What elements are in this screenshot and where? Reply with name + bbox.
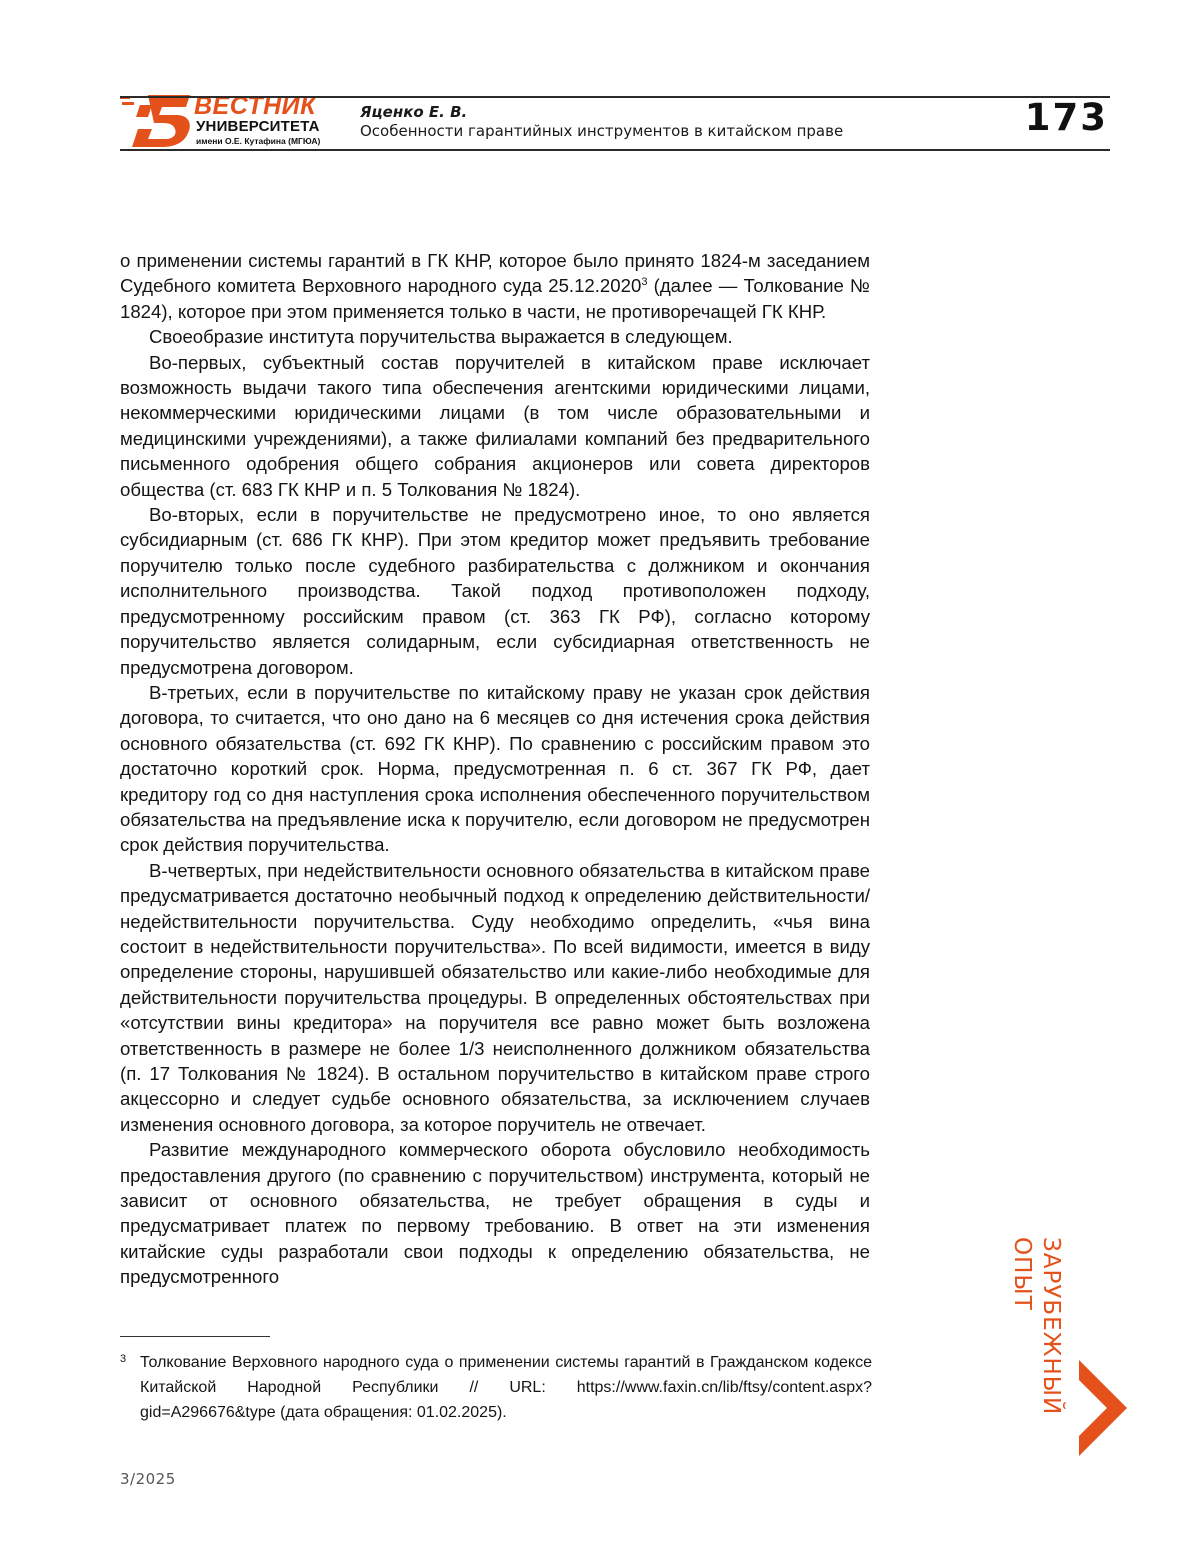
issue-number: 3/2025	[120, 1470, 176, 1488]
paragraph: Во-вторых, если в поручительстве не предусмотрено иное, то оно является субсидиарным (ст. 686 ГК КНР). При этом кредитор может предъявить требование поручителю только после судебного разбирательства с должником и окончания исполнительного производства. Такой подход противоположен подходу, предусмотренному российским правом (ст. 363 ГК РФ), согласно которому поручительство является солидарным, если субсидиарная ответственность не предусмотрена договором.	[120, 502, 870, 680]
footnote-text: Толкование Верховного народного суда о применении системы гарантий в Гражданском кодексе Китайской Народной Республики // URL: https://www.faxin.cn/lib/ftsy/content.aspx?gid=A296676&type (дата обращения: 01.02.2025).	[120, 1350, 872, 1425]
section-label-line2: ОПЫТ	[1007, 1237, 1036, 1415]
logo-subtitle: УНИВЕРСИТЕТА	[196, 119, 320, 135]
logo-subtitle-small: имени О.Е. Кутафина (МГЮА)	[196, 136, 320, 146]
footnote-rule	[120, 1336, 270, 1337]
paragraph-text: о применении системы гарантий в ГК КНР, которое было принято 1824-м заседанием Судебного комитета Верховного народного суда 25.12.2020	[120, 250, 870, 296]
section-label-line1: ЗАРУБЕЖНЫЙ	[1036, 1237, 1065, 1415]
page-number: 173	[1025, 96, 1108, 139]
footnote-mark: 3	[120, 1347, 126, 1372]
paragraph	[120, 248, 870, 324]
paragraph: Во-первых, субъектный состав поручителей в китайском праве исключает возможность выдачи такого типа обеспечения агентскими юридическими лицами, некоммерческими юридическими лицами (в том числе образовательными и медицинскими учреждениями), а также филиалами компаний без предварительного письменного одобрения общего собрания акционеров или совета директоров общества (ст. 683 ГК КНР и п. 5 Толкования № 1824).	[120, 350, 870, 502]
article-body	[120, 248, 870, 1290]
paragraph-text: (далее — Толкование № 1824), которое при этом применяется только в части, не противоречащей ГК КНР.	[120, 275, 870, 321]
paragraph: В-третьих, если в поручительстве по китайскому праву не указан срок действия договора, то считается, что оно дано на 6 месяцев со дня истечения срока действия основного обязательства (ст. 692 ГК КНР). По сравнению с российским правом это достаточно короткий срок. Норма, предусмотренная п. 6 ст. 367 ГК РФ, дает кредитору год со дня наступления срока исполнения обеспеченного поручительством обязательства на предъявление иска к поручителю, если договором не предусмотрен срок действия поручительства.	[120, 680, 870, 858]
footnote	[120, 1350, 872, 1425]
header-bottom-rule	[120, 149, 1110, 151]
header-article-title: Особенности гарантийных инструментов в китайском праве	[360, 122, 843, 140]
footnote-ref[interactable]: 3	[641, 276, 647, 288]
journal-logo	[118, 93, 330, 149]
paragraph: В-четвертых, при недействительности основного обязательства в китайском праве предусматривается достаточно необычный подход к определению действительности/недействительности поручительства. Суду необходимо определить, «чья вина состоит в недействительности поручительства». По всей видимости, имеется в виду определение стороны, нарушившей обязательство или какие-либо необходимые для действительности поручительства процедуры. В определенных обстоятельствах при «отсутствии вины кредитора» на поручителя все равно может быть возложена ответственность в размере не более 1/3 неисполненного должником обязательства (п. 17 Толкования № 1824). В остальном поручительство в китайском праве строго акцессорно и следует судьбе основного обязательства, за исключением случаев изменения основного договора, за которое поручитель не отвечает.	[120, 858, 870, 1137]
paragraph: Развитие международного коммерческого оборота обусловило необходимость предоставления другого (по сравнению с поручительством) инструмента, который не зависит от основного обязательства, не требует обращения в суды и предусматривает платеж по первому требованию. В ответ на эти изменения китайские суды разработали свои подходы к определению обязательства, не предусмотренного	[120, 1137, 870, 1289]
section-arrow-icon	[1077, 1358, 1129, 1458]
header-top-rule	[120, 96, 1110, 98]
section-label	[1007, 1237, 1065, 1415]
paragraph: Своеобразие института поручительства выражается в следующем.	[120, 324, 870, 349]
logo-title: ВЕСТНИК	[194, 93, 328, 119]
logo-emblem-icon	[118, 93, 198, 149]
header-author: Яценко Е. В.	[360, 103, 467, 121]
